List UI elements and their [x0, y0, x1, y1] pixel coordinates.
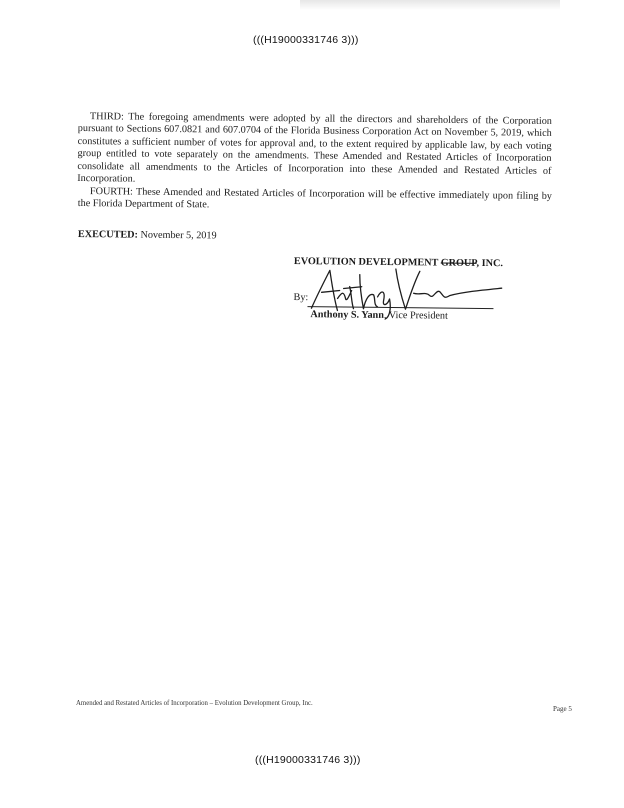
footer-page-number: Page 5 [553, 705, 572, 713]
executed-label: EXECUTED: [77, 229, 139, 241]
third-paragraph [77, 111, 552, 190]
by-label: By: [293, 291, 309, 304]
signer-name: Anthony S. Yann [310, 309, 384, 321]
company-name-part1: EVOLUTION DEVELOPMENT [293, 256, 439, 269]
fourth-paragraph-text: FOURTH: These Amended and Restated Articles of Incorporation will be effective immediately upon filing by the Florida Department of State. [77, 186, 552, 211]
tracking-id-top: (((H19000331746 3))) [253, 34, 359, 46]
fourth-paragraph [78, 186, 552, 216]
executed-date: November 5, 2019 [140, 229, 217, 242]
tracking-id-bottom: (((H19000331746 3))) [255, 754, 361, 766]
third-paragraph-text: THIRD: The foregoing amendments were adopted by all the directors and shareholders of the Corporation pursuant to Sections 607.0821 and 607.0704 of the Florida Business Corporation Act on November 5, 2019, which constitutes a sufficient number of votes for approval and, to the extent required by applicable law, by each voting group entitled to vote separately on the amendments. These Amended and Restated Articles of Incorporation consolidate all amendments to the Articles of Incorporation into these Amended and Restated Articles of Incorporation. [77, 111, 552, 185]
signature-block [293, 256, 554, 329]
scan-smudge [300, 0, 560, 10]
executed-line [78, 229, 217, 241]
signer-title: , Vice President [383, 309, 448, 322]
company-name-part2: GROUP [440, 257, 477, 269]
handwritten-signature [303, 264, 504, 322]
company-name-part3: , INC. [476, 257, 503, 270]
footer-document-title: Amended and Restated Articles of Incorporation – Evolution Development Group, Inc. [76, 700, 313, 707]
